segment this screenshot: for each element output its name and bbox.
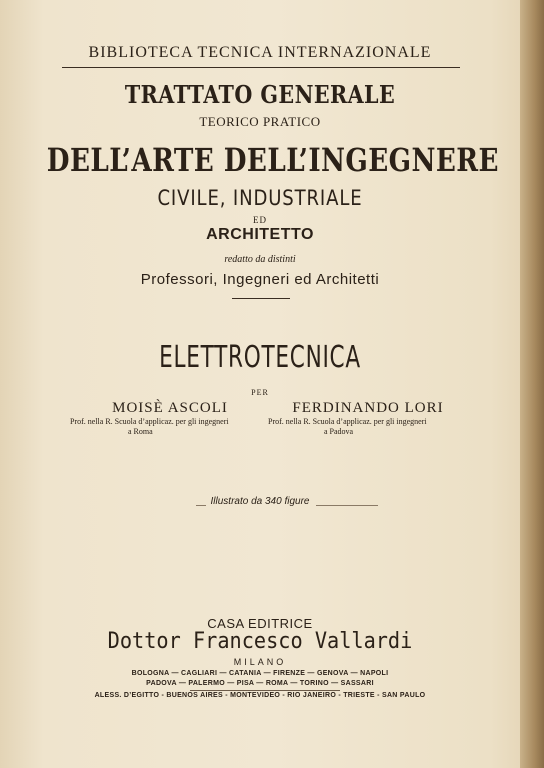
author-2 [268,400,468,437]
publisher-city: MILANO [233,657,287,667]
author-2-name: FERDINANDO LORI [292,400,444,416]
title-line-2: TEORICO PRATICO [199,114,321,129]
branch-cities: BOLOGNA — CAGLIARI — CATANIA — FIRENZE — GENOVA — NAPOLI PADOVA — PALERMO — PISA — ROMA — TORINO — SASSARI [131,670,389,687]
illustrated-note: Illustrato da 340 figure [210,496,310,507]
author-2-role: Prof. nella R. Scuola d’applicaz. per gli ingegneri a Padova [268,417,427,436]
author-1-name: MOISÈ ASCOLI [112,400,228,416]
author-1-role: Prof. nella R. Scuola d’applicaz. per gli ingegneri a Roma [70,417,229,436]
series-rule [62,67,460,68]
foreign-branches: ALESS. D’EGITTO - BUENOS AIRES - MONTEVIDEO - RIO JANEIRO - TRIESTE - SAN PAULO [94,692,426,699]
main-title: DELL’ARTE DELL’INGEGNERE [46,141,499,179]
publisher-house: CASA EDITRICE [207,616,313,631]
illustrated-rule-right [316,505,378,506]
title-line-8: Professori, Ingegneri ed Architetti [140,271,380,288]
author-1 [70,400,270,437]
per-label: PER [251,388,269,397]
title-line-7: redatto da distinti [224,254,296,265]
title-line-6: ARCHITETTO [206,226,314,243]
series-title: BIBLIOTECA TECNICA INTERNAZIONALE [88,44,432,61]
book-spine-edge [520,0,544,768]
subject-title: ELETTROTECNICA [159,340,361,375]
cities-rule [190,690,340,691]
title-line-1: TRATTATO GENERALE [124,80,396,109]
publisher-name: Dottor Francesco Vallardi [107,629,413,654]
title-rule [232,298,290,299]
title-line-5: ED [253,215,267,225]
title-line-4: CIVILE, INDUSTRIALE [157,186,363,210]
